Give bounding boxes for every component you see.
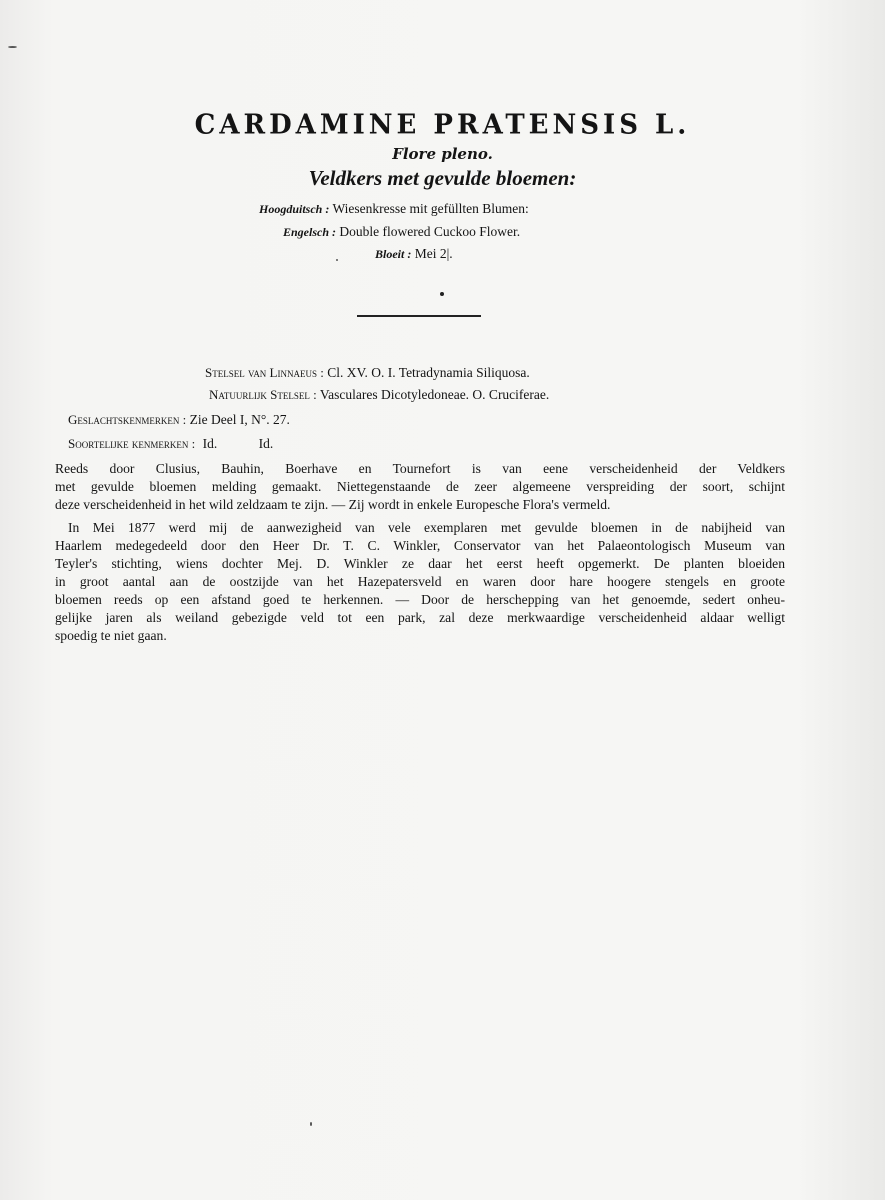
paragraph-2-line: in groot aantal aan de oostzijde van het Hazepatersveld en waren door hare hoogere stengels en groote: [55, 574, 785, 589]
paragraph-2-line: Teyler's stichting, wiens dochter Mej. D. Winkler ze daar het eerst heeft opgemerkt. De planten bloeiden: [55, 556, 785, 571]
paragraph-2-line: In Mei 1877 werd mij de aanwezigheid van vele exemplaren met gevulde bloemen in de nabijheid van: [68, 520, 785, 535]
scan-speck: [336, 259, 338, 261]
linnaeus-label: Stelsel van Linnaeus :: [205, 365, 324, 380]
dutch-name: Veldkers met gevulde bloemen:: [308, 166, 577, 190]
linnaeus-value: Cl. XV. O. I. Tetradynamia Siliquosa.: [327, 365, 530, 380]
natural-value: Vasculares Dicotyledoneae. O. Cruciferae.: [319, 387, 550, 402]
paragraph-2: [55, 519, 785, 645]
paragraph-2-line: Haarlem medegedeeld door den Heer Dr. T. C. Winkler, Conservator van het Palaeontologisch Museum van: [55, 538, 785, 553]
paragraph-1-line: Reeds door Clusius, Bauhin, Boerhave en Tournefort is van eene verscheidenheid der Veldkers: [55, 461, 785, 476]
paragraph-1-line: met gevulde bloemen melding gemaakt. Niettegenstaande de zeer algemeene verspreiding der soort, schijnt: [55, 479, 785, 494]
scan-speck: [8, 46, 17, 48]
paragraph-2-line: gelijke jaren als weiland gebezigde veld tot een park, zal deze merkwaardige verscheidenheid aldaar welligt: [55, 610, 785, 625]
genus-value: Zie Deel I, N°. 27.: [189, 412, 290, 427]
species-value-1: Id.: [202, 436, 218, 451]
german-value: Wiesenkresse mit gefüllten Blumen:: [332, 201, 529, 216]
english-label: Engelsch :: [283, 225, 337, 239]
english-value: Double flowered Cuckoo Flower.: [339, 224, 521, 239]
species-characters-line: [68, 436, 273, 452]
german-name-line: [259, 201, 529, 217]
bloeit-line: [375, 246, 453, 262]
species-label: Soortelijke kenmerken :: [68, 436, 196, 451]
page-title: CARDAMINE PRATENSIS L.: [194, 109, 691, 141]
scan-speck: [310, 1122, 312, 1126]
paragraph-2-line: bloemen reeds op een afstand goed te herkennen. — Door de herschepping van het genoemde, sedert onheu-: [55, 592, 785, 607]
center-dot: [440, 292, 444, 296]
paragraph-2-line: spoedig te niet gaan.: [55, 628, 167, 643]
genus-label: Geslachtskenmerken :: [68, 412, 187, 427]
divider-rule: [357, 315, 481, 317]
genus-characters-line: [68, 412, 290, 428]
english-name-line: [283, 224, 520, 240]
german-label: Hoogduitsch :: [259, 202, 330, 216]
natural-label: Natuurlijk Stelsel :: [209, 387, 317, 402]
species-value-2: Id.: [258, 436, 274, 451]
paragraph-1-line: deze verscheidenheid in het wild zeldzaam te zijn. — Zij wordt in enkele Europesche Flora's vermeld.: [55, 497, 611, 512]
bloeit-label: Bloeit :: [375, 247, 412, 261]
subtitle: Flore pleno.: [392, 145, 493, 163]
natural-system-line: [209, 387, 549, 403]
linnaeus-system-line: [205, 365, 530, 381]
paragraph-1: [55, 460, 785, 514]
bloeit-value: Mei 2|.: [414, 246, 453, 261]
